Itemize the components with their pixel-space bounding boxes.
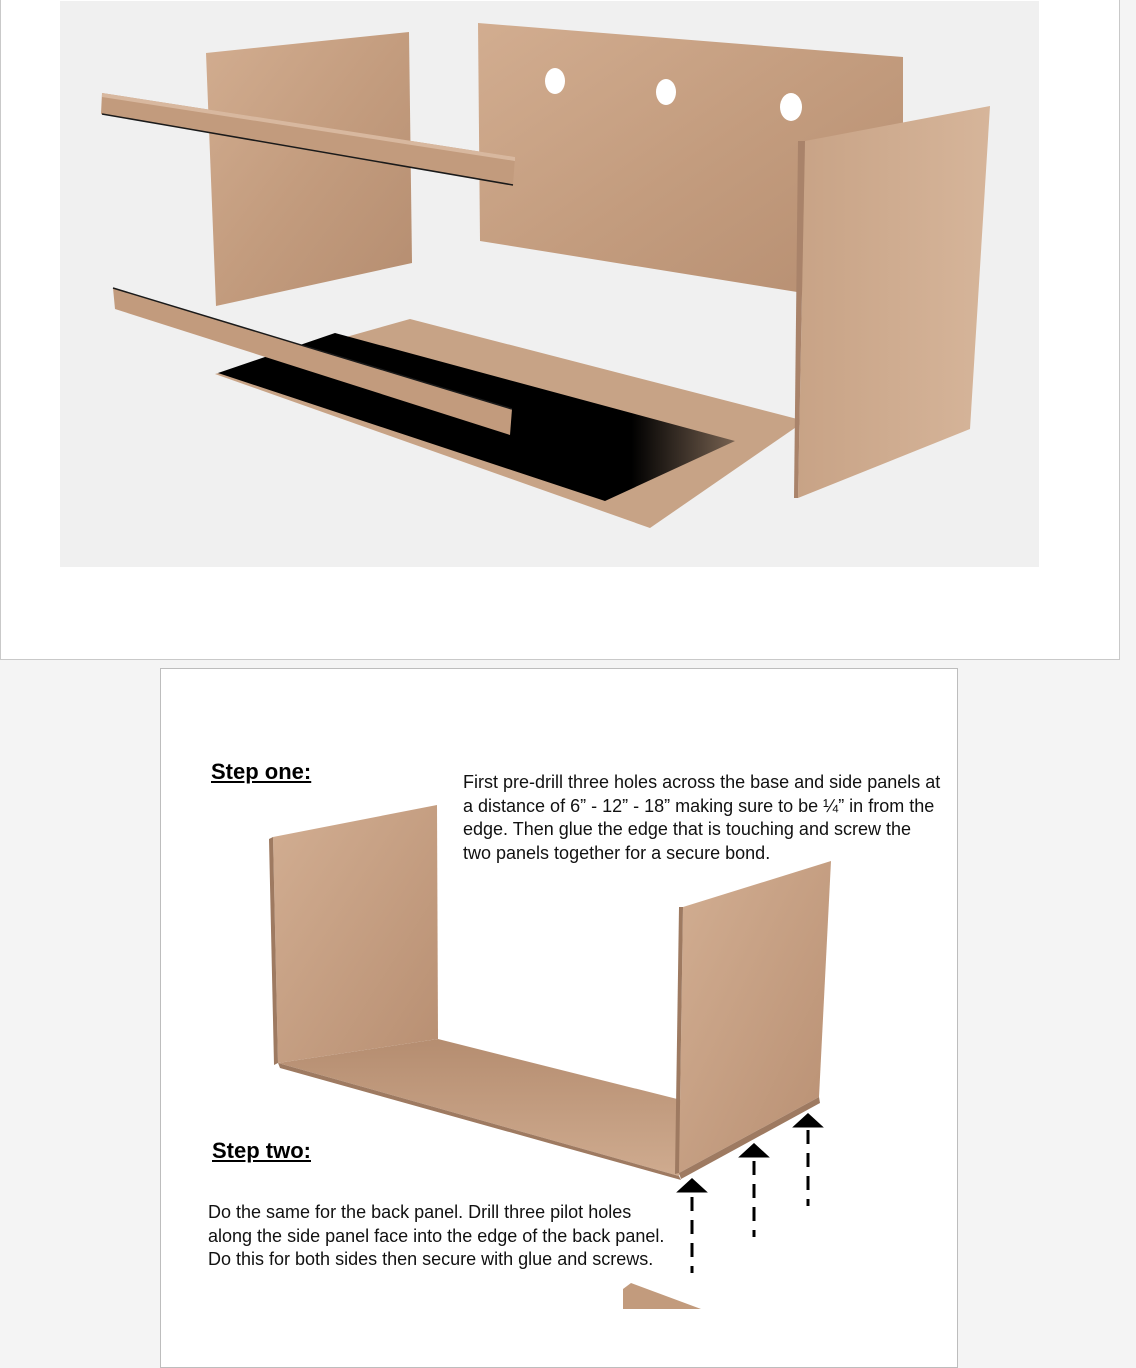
exploded-cabinet-illustration	[60, 1, 1039, 567]
step-two-heading: Step two:	[212, 1138, 311, 1163]
screw-arrow-3	[796, 1115, 820, 1206]
next-step-diagram-edge	[623, 1283, 701, 1309]
back-panel-hole-1	[545, 68, 565, 94]
step-one-heading: Step one:	[211, 759, 312, 784]
step-one-left-panel	[273, 805, 438, 1063]
back-panel-hole-3	[780, 93, 802, 121]
step-two-text: Do the same for the back panel. Drill three pilot holes along the side panel face into the edge of the back panel. Do this for both sides then secure with glue and screws.	[208, 1202, 665, 1269]
previous-page	[0, 0, 1120, 660]
back-panel-hole-2	[656, 79, 676, 105]
exploded-view-render	[60, 1, 1039, 567]
screw-arrow-2	[742, 1145, 766, 1237]
screw-arrow-1	[680, 1180, 704, 1273]
step-one-text: First pre-drill three holes across the base and side panels at a distance of 6” - 12” - 18” making sure to be ¼” in from the edge. Then glue the edge that is touching and screw the two panels together for a secure bond.	[463, 772, 941, 863]
right-side-panel	[798, 106, 990, 498]
left-side-panel	[206, 32, 412, 306]
step-one-base-panel	[278, 1039, 701, 1176]
instruction-page	[160, 668, 958, 1368]
